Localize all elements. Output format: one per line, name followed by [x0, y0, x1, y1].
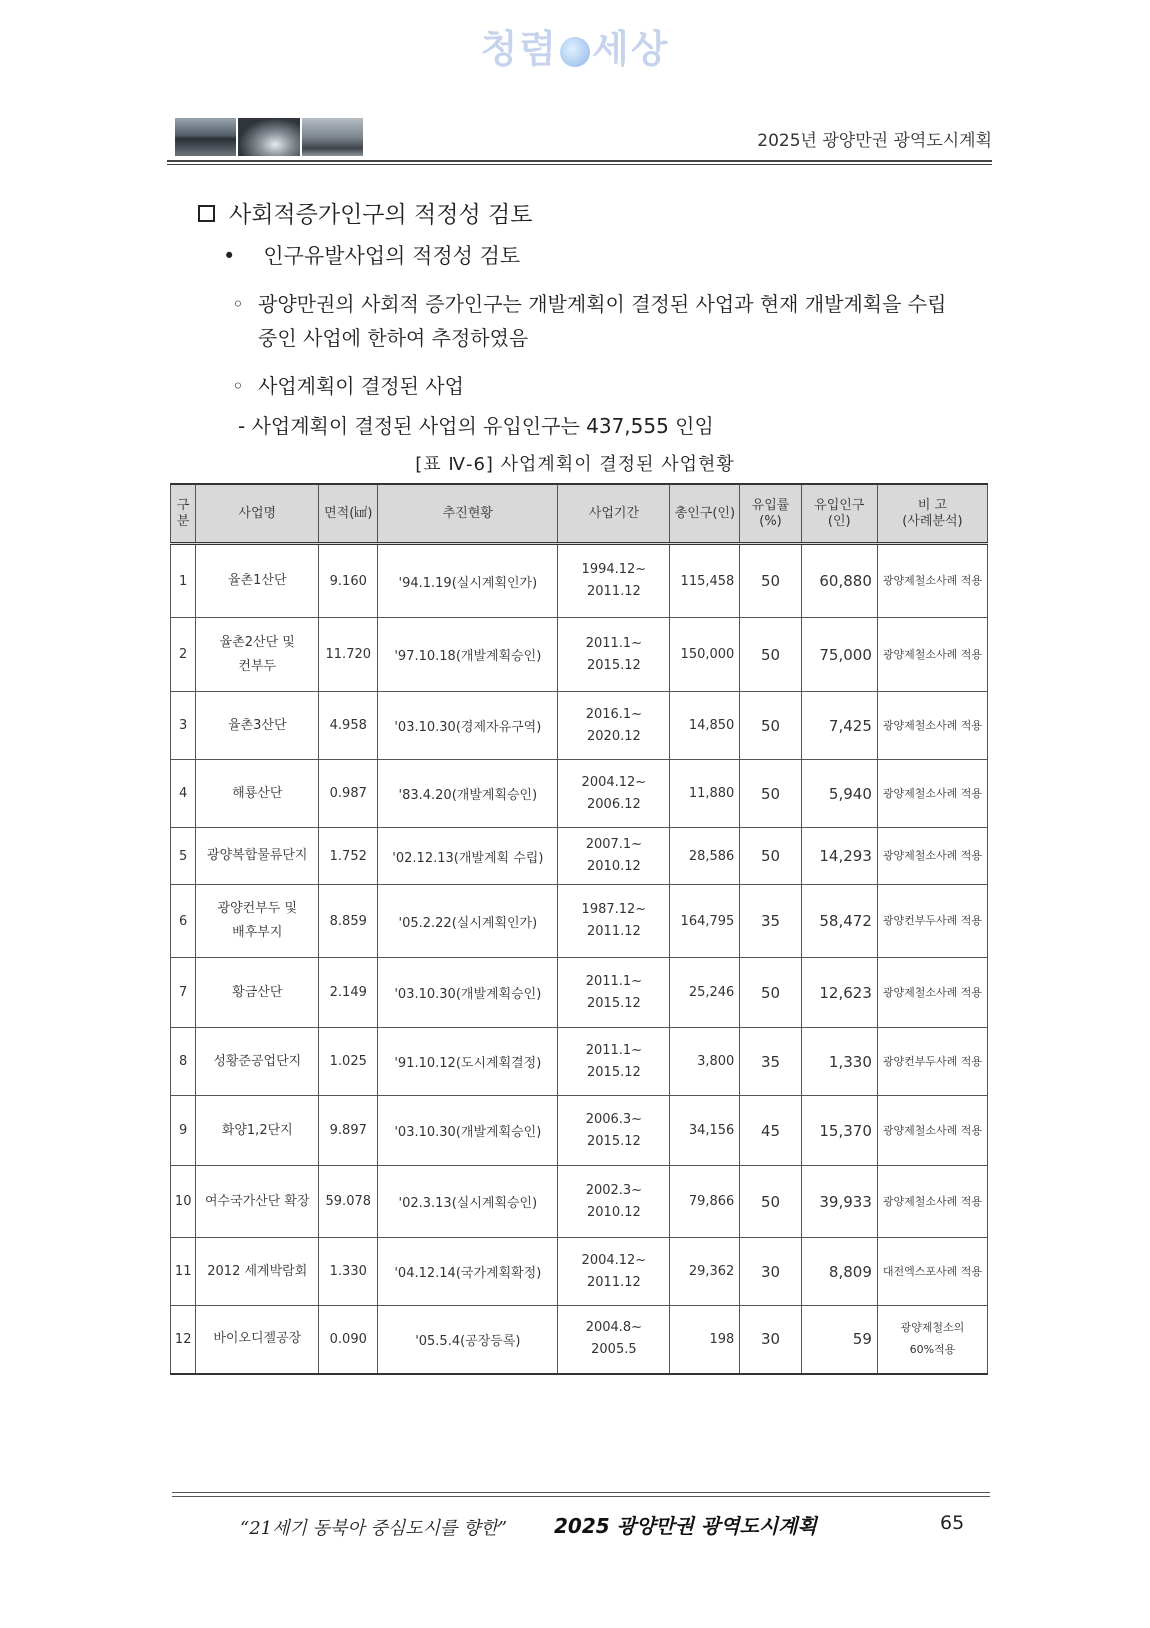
cell-rate: 50 — [740, 692, 801, 760]
bullet-icon: • — [223, 244, 236, 268]
header-area: 면적(㎢) — [319, 484, 378, 544]
cell-no: 7 — [171, 958, 196, 1028]
cell-status: '03.10.30(개발계획승인) — [378, 1096, 558, 1166]
circle-bullet-icon: ◦ — [232, 292, 244, 316]
header-rate: 유입률 (%) — [740, 484, 801, 544]
cell-note: 광양제철소사례 적용 — [877, 958, 987, 1028]
header-photo-strip — [175, 118, 363, 156]
cell-name: 율촌2산단 및 컨부두 — [196, 618, 319, 692]
table-row — [171, 1096, 988, 1166]
table-row — [171, 618, 988, 692]
cell-name: 율촌3산단 — [196, 692, 319, 760]
page-number: 65 — [940, 1512, 965, 1534]
watermark-logo — [0, 18, 1150, 73]
checkbox-square-icon — [198, 205, 215, 222]
cell-total: 115,458 — [670, 544, 740, 618]
header-photo-2 — [238, 118, 299, 156]
header-name: 사업명 — [196, 484, 319, 544]
cell-no: 9 — [171, 1096, 196, 1166]
cell-status: '05.2.22(실시계획인가) — [378, 885, 558, 958]
footer-rule — [172, 1492, 990, 1493]
cell-rate: 50 — [740, 958, 801, 1028]
cell-area: 9.897 — [319, 1096, 378, 1166]
header-inflow: 유입인구 (인) — [801, 484, 877, 544]
cell-note: 대전엑스포사례 적용 — [877, 1238, 987, 1306]
cell-no: 5 — [171, 828, 196, 885]
cell-inflow: 12,623 — [801, 958, 877, 1028]
cell-note: 광양제철소사례 적용 — [877, 760, 987, 828]
cell-note: 광양제철소사례 적용 — [877, 544, 987, 618]
cell-inflow: 15,370 — [801, 1096, 877, 1166]
cell-inflow: 8,809 — [801, 1238, 877, 1306]
table-caption: [표 Ⅳ-6] 사업계획이 결정된 사업현황 — [415, 454, 735, 475]
cell-inflow: 58,472 — [801, 885, 877, 958]
cell-period: 2002.3~ 2010.12 — [558, 1166, 670, 1238]
cell-total: 29,362 — [670, 1238, 740, 1306]
cell-no: 10 — [171, 1166, 196, 1238]
cell-no: 4 — [171, 760, 196, 828]
cell-status: '97.10.18(개발계획승인) — [378, 618, 558, 692]
table-row — [171, 1238, 988, 1306]
cell-note: 광양제철소사례 적용 — [877, 618, 987, 692]
cell-area: 8.859 — [319, 885, 378, 958]
header-rule-thin — [167, 164, 992, 165]
header-photo-1 — [175, 118, 236, 156]
cell-area: 11.720 — [319, 618, 378, 692]
cell-inflow: 1,330 — [801, 1028, 877, 1096]
cell-period: 2011.1~ 2015.12 — [558, 618, 670, 692]
table-row — [171, 692, 988, 760]
cell-status: '04.12.14(국가계획확정) — [378, 1238, 558, 1306]
footer-quote: “21세기 동북아 중심도시를 향한” — [240, 1518, 508, 1539]
cell-name: 해룡산단 — [196, 760, 319, 828]
cell-name: 여수국가산단 확장 — [196, 1166, 319, 1238]
cell-name: 광양컨부두 및 배후부지 — [196, 885, 319, 958]
watermark-text-left: 청렴 — [480, 27, 558, 71]
cell-period: 2004.12~ 2011.12 — [558, 1238, 670, 1306]
cell-status: '02.3.13(실시계획승인) — [378, 1166, 558, 1238]
cell-inflow: 7,425 — [801, 692, 877, 760]
header-note: 비 고 (사례분석) — [877, 484, 987, 544]
cell-rate: 50 — [740, 1166, 801, 1238]
cell-rate: 50 — [740, 618, 801, 692]
cell-inflow: 59 — [801, 1306, 877, 1374]
cell-total: 14,850 — [670, 692, 740, 760]
cell-name: 성황준공업단지 — [196, 1028, 319, 1096]
cell-rate: 50 — [740, 828, 801, 885]
cell-name: 화양1,2단지 — [196, 1096, 319, 1166]
cell-period: 2011.1~ 2015.12 — [558, 1028, 670, 1096]
paragraph-2 — [232, 369, 464, 403]
cell-rate: 35 — [740, 885, 801, 958]
cell-area: 0.090 — [319, 1306, 378, 1374]
cell-note: 광양컨부두사례 적용 — [877, 885, 987, 958]
cell-area: 59.078 — [319, 1166, 378, 1238]
section-heading-text: 사회적증가인구의 적정성 검토 — [229, 202, 533, 228]
header-total: 총인구(인) — [670, 484, 740, 544]
paragraph-3: - 사업계획이 결정된 사업의 유입인구는 437,555 인임 — [238, 414, 714, 438]
circle-bullet-icon: ◦ — [232, 374, 244, 398]
cell-status: '03.10.30(개발계획승인) — [378, 958, 558, 1028]
running-header-title: 2025년 광양만권 광역도시계획 — [757, 131, 992, 151]
cell-period: 2016.1~ 2020.12 — [558, 692, 670, 760]
footer-rule-thin — [172, 1496, 990, 1497]
cell-area: 1.025 — [319, 1028, 378, 1096]
cell-total: 3,800 — [670, 1028, 740, 1096]
paragraph-2-text: 사업계획이 결정된 사업 — [258, 374, 464, 398]
cell-no: 1 — [171, 544, 196, 618]
cell-period: 2004.12~ 2006.12 — [558, 760, 670, 828]
cell-status: '02.12.13(개발계획 수립) — [378, 828, 558, 885]
cell-status: '03.10.30(경제자유구역) — [378, 692, 558, 760]
cell-status: '05.5.4(공장등록) — [378, 1306, 558, 1374]
subsection-heading — [223, 240, 520, 270]
table-row — [171, 544, 988, 618]
table-row — [171, 760, 988, 828]
cell-note: 광양제철소사례 적용 — [877, 692, 987, 760]
footer-title: 2025 광양만권 광역도시계획 — [554, 1514, 817, 1538]
cell-name: 바이오디젤공장 — [196, 1306, 319, 1374]
cell-note: 광양컨부두사례 적용 — [877, 1028, 987, 1096]
paragraph-1 — [232, 287, 992, 355]
cell-no: 3 — [171, 692, 196, 760]
cell-total: 79,866 — [670, 1166, 740, 1238]
header-period: 사업기간 — [558, 484, 670, 544]
table-row — [171, 828, 988, 885]
cell-period: 2011.1~ 2015.12 — [558, 958, 670, 1028]
cell-note: 광양제철소사례 적용 — [877, 1096, 987, 1166]
cell-area: 9.160 — [319, 544, 378, 618]
paragraph-1-line-1: 광양만권의 사회적 증가인구는 개발계획이 결정된 사업과 현재 개발계획을 수립 — [258, 292, 947, 316]
cell-period: 1987.12~ 2011.12 — [558, 885, 670, 958]
cell-area: 1.330 — [319, 1238, 378, 1306]
cell-note: 광양제철소사례 적용 — [877, 1166, 987, 1238]
table-row — [171, 885, 988, 958]
cell-total: 11,880 — [670, 760, 740, 828]
cell-no: 8 — [171, 1028, 196, 1096]
cell-name: 광양복합물류단지 — [196, 828, 319, 885]
header-no: 구분 — [171, 484, 196, 544]
cell-area: 0.987 — [319, 760, 378, 828]
cell-name: 2012 세계박람회 — [196, 1238, 319, 1306]
table-row — [171, 1306, 988, 1374]
table-body — [171, 544, 988, 1374]
cell-inflow: 75,000 — [801, 618, 877, 692]
cell-total: 164,795 — [670, 885, 740, 958]
header-status: 추진현황 — [378, 484, 558, 544]
header-rule — [167, 160, 992, 162]
cell-inflow: 14,293 — [801, 828, 877, 885]
cell-inflow: 39,933 — [801, 1166, 877, 1238]
subsection-heading-text: 인구유발사업의 적정성 검토 — [263, 244, 521, 268]
cell-no: 6 — [171, 885, 196, 958]
table-row — [171, 958, 988, 1028]
cell-total: 34,156 — [670, 1096, 740, 1166]
cell-status: '94.1.19(실시계획인가) — [378, 544, 558, 618]
cell-rate: 45 — [740, 1096, 801, 1166]
header-photo-3 — [302, 118, 363, 156]
cell-inflow: 60,880 — [801, 544, 877, 618]
cell-total: 28,586 — [670, 828, 740, 885]
cell-no: 11 — [171, 1238, 196, 1306]
cell-inflow: 5,940 — [801, 760, 877, 828]
cell-area: 1.752 — [319, 828, 378, 885]
cell-area: 2.149 — [319, 958, 378, 1028]
table-row — [171, 1028, 988, 1096]
cell-period: 2007.1~ 2010.12 — [558, 828, 670, 885]
cell-no: 12 — [171, 1306, 196, 1374]
business-status-table — [170, 483, 988, 1375]
cell-period: 2004.8~ 2005.5 — [558, 1306, 670, 1374]
cell-total: 150,000 — [670, 618, 740, 692]
cell-note: 광양제철소의 60%적용 — [877, 1306, 987, 1374]
cell-period: 2006.3~ 2015.12 — [558, 1096, 670, 1166]
section-heading — [198, 196, 532, 229]
paragraph-1-line-2: 중인 사업에 한하여 추정하였음 — [258, 326, 529, 350]
cell-rate: 30 — [740, 1238, 801, 1306]
cell-no: 2 — [171, 618, 196, 692]
cell-note: 광양제철소사례 적용 — [877, 828, 987, 885]
cell-rate: 35 — [740, 1028, 801, 1096]
table-row — [171, 1166, 988, 1238]
cell-rate: 50 — [740, 760, 801, 828]
cell-total: 198 — [670, 1306, 740, 1374]
cell-period: 1994.12~ 2011.12 — [558, 544, 670, 618]
globe-icon — [560, 37, 590, 67]
cell-status: '83.4.20(개발계획승인) — [378, 760, 558, 828]
cell-name: 율촌1산단 — [196, 544, 319, 618]
watermark-text-right: 세상 — [592, 27, 670, 71]
cell-rate: 30 — [740, 1306, 801, 1374]
cell-status: '91.10.12(도시계획결정) — [378, 1028, 558, 1096]
cell-total: 25,246 — [670, 958, 740, 1028]
table-header — [171, 484, 988, 544]
cell-name: 황금산단 — [196, 958, 319, 1028]
cell-area: 4.958 — [319, 692, 378, 760]
cell-rate: 50 — [740, 544, 801, 618]
